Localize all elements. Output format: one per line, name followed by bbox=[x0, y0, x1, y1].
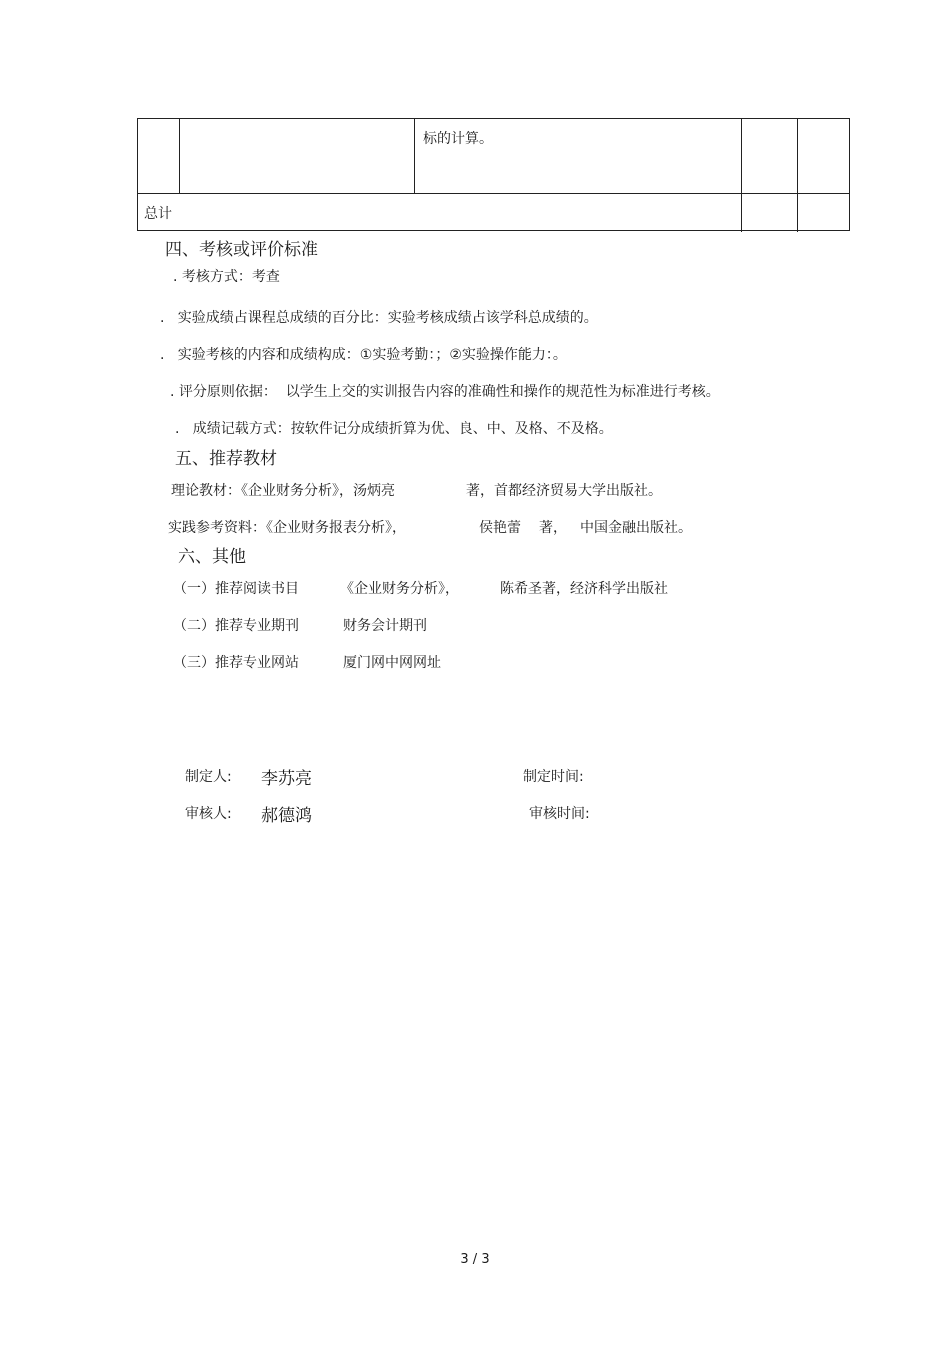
page-number: 3 / 3 bbox=[460, 1252, 490, 1267]
practice-publisher: 中国金融出版社。 bbox=[580, 520, 692, 536]
section-heading-textbooks: 五、推荐教材 bbox=[175, 449, 277, 469]
reading-list-author: 陈希圣著，经济科学出版社 bbox=[500, 581, 668, 597]
maker-label: 制定人: bbox=[185, 769, 232, 785]
section-heading-other: 六、其他 bbox=[178, 547, 246, 567]
assessment-item: . 实验考核的内容和成绩构成：①实验考勤：；②实验操作能力：。 bbox=[160, 347, 567, 363]
maker-time-label: 制定时间: bbox=[523, 769, 584, 785]
table-cell: 标的计算。 bbox=[423, 131, 493, 147]
journal-label: （二）推荐专业期刊 bbox=[173, 618, 299, 634]
assessment-item: . 考核方式：考查 bbox=[173, 269, 280, 285]
journal-value: 财务会计期刊 bbox=[343, 618, 427, 634]
table-divider bbox=[797, 119, 798, 232]
reviewer-name: 郝德鸿 bbox=[261, 806, 312, 826]
theory-publisher: 著，首都经济贸易大学出版社。 bbox=[466, 483, 662, 499]
practice-reference: 实践参考资料：《企业财务报表分析》， bbox=[168, 520, 406, 536]
section-heading-assessment: 四、考核或评价标准 bbox=[165, 240, 318, 260]
theory-textbook: 理论教材：《企业财务分析》，汤炳亮 bbox=[171, 483, 395, 499]
reviewer-label: 审核人: bbox=[185, 806, 232, 822]
practice-author: 侯艳蕾 bbox=[479, 520, 521, 536]
assessment-item: . 评分原则依据： 以学生上交的实训报告内容的准确性和操作的规范性为标准进行考核。 bbox=[170, 384, 720, 400]
table-divider bbox=[179, 119, 180, 193]
reviewer-time-label: 审核时间: bbox=[529, 806, 590, 822]
reading-list-book: 《企业财务分析》， bbox=[340, 581, 459, 597]
website-label: （三）推荐专业网站 bbox=[173, 655, 299, 671]
evaluation-table bbox=[137, 118, 850, 231]
website-value: 厦门网中网网址 bbox=[343, 655, 441, 671]
practice-zhu: 著， bbox=[539, 520, 567, 536]
table-divider bbox=[138, 193, 849, 194]
assessment-item: . 成绩记载方式：按软件记分成绩折算为优、良、中、及格、不及格。 bbox=[175, 421, 613, 437]
maker-name: 李苏亮 bbox=[261, 769, 312, 789]
total-label: 总计 bbox=[144, 206, 172, 222]
table-divider bbox=[741, 119, 742, 232]
table-divider bbox=[414, 119, 415, 193]
assessment-item: . 实验成绩占课程总成绩的百分比：实验考核成绩占该学科总成绩的。 bbox=[160, 310, 598, 326]
reading-list-label: （一）推荐阅读书目 bbox=[173, 581, 299, 597]
